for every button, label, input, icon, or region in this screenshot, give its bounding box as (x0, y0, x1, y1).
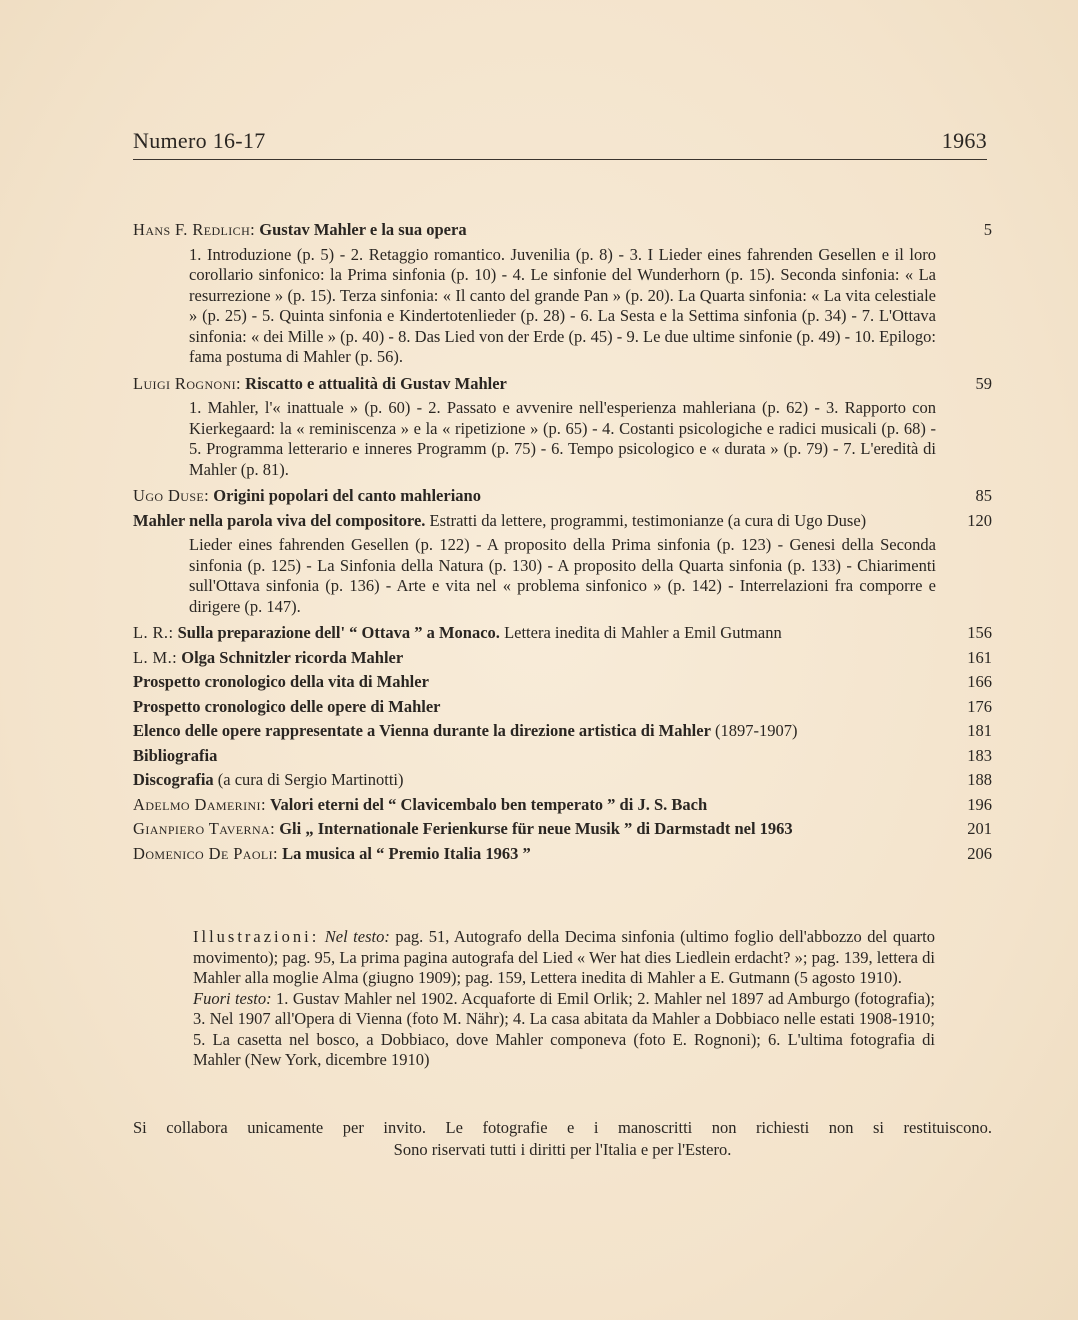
entry-title: Gli „ Internationale Ferienkurse für neue Musik ” di Darmstadt nel 1963 (279, 819, 793, 838)
author: Luigi Rognoni: (133, 373, 242, 393)
entry-title: Elenco delle opere rappresentate a Vienna durante la direzione artistica di Mahler (133, 721, 711, 740)
author: Ugo Duse: (133, 486, 210, 505)
author: Gianpiero Taverna: (133, 819, 276, 838)
entry-extra: (1897-1907) (715, 721, 798, 740)
header-rule (133, 159, 987, 160)
toc-entry (133, 486, 992, 507)
footer-line-1: Si collabora unicamente per invito. Le fotografie e i manoscritti non richiesti non si restituiscono. (133, 1118, 992, 1137)
issue-number: Numero 16-17 (133, 128, 266, 153)
entry-title: Valori eterni del “ Clavicembalo ben temperato ” di J. S. Bach (270, 794, 708, 814)
entry-extra: Lettera inedita di Mahler a Emil Gutmann (504, 623, 782, 642)
footer-notice (133, 1117, 992, 1161)
entry-title: Gustav Mahler e la sua opera (259, 220, 467, 239)
toc-entry (133, 648, 992, 669)
page-number: 206 (967, 843, 992, 863)
page-number: 85 (975, 486, 992, 505)
entry-title: Olga Schnitzler ricorda Mahler (181, 647, 404, 667)
entry-title: Discografia (133, 770, 214, 789)
in-text-list: pag. 51, Autografo della Decima sinfonia (ultimo foglio dell'abbozzo del quarto movimento); pag. 95, La prima pagina autografa del Lied « Wer hat dies Liedlein erdacht? »; pag. 139, lettera di Mahler alla moglie Alma (giugno 1909); pag. 159, Lettera inedita di Mahler a E. Gutmann (5 agosto 1910). (193, 927, 935, 987)
page-number: 201 (967, 819, 992, 838)
entry-title: Prospetto cronologico delle opere di Mahler (133, 696, 441, 716)
entry-title: Prospetto cronologico della vita di Mahler (133, 672, 429, 691)
entry-extra: (a cura di Sergio Martinotti) (217, 770, 404, 789)
in-text-label: Nel testo: (324, 927, 390, 946)
entry-detail: 1. Mahler, l'« inattuale » (p. 60) - 2. Passato e avvenire nell'esperienza mahleriana (p. 62) - 3. Rapporto con Kierkegaard: la « reminiscenza » e la « ripetizione » (p. 65) - 4. Costanti psicologiche e radici musicali (p. 68) - 5. Programma letterario e inneres Programm (p. 75) - 6. Tempo psicologico e « durata » (p. 79) - 7. L'eredità di Mahler (p. 81). (189, 398, 936, 479)
toc-entry (133, 697, 992, 718)
page-number: 156 (967, 623, 992, 642)
entry-title: Mahler nella parola viva del compositore. (133, 510, 426, 530)
issue-year: 1963 (941, 128, 987, 153)
illustrations-note (193, 927, 935, 1071)
page-number: 181 (967, 721, 992, 740)
page-number: 196 (967, 794, 992, 814)
page-number: 176 (967, 696, 992, 716)
page-number: 183 (967, 745, 992, 765)
toc-entry (133, 623, 992, 644)
toc-entry (133, 819, 992, 840)
entry-title: Origini popolari del canto mahleriano (213, 486, 481, 505)
entry-title: Sulla preparazione dell' “ Ottava ” a Monaco. (177, 623, 500, 642)
out-of-text-list: 1. Gustav Mahler nel 1902. Acquaforte di Emil Orlik; 2. Mahler nel 1897 ad Amburgo (fotografia); 3. Nel 1907 all'Opera di Vienna (foto M. Nähr); 4. La casa abitata da Mahler a Dobbiaco nelle estati 1908-1910; 5. La casetta nel bosco, a Dobbiaco, dove Mahler componeva (foto E. Rognoni); 6. L'ultima fotografia di Mahler (New York, dicembre 1910) (193, 988, 936, 1069)
page-number: 188 (967, 770, 992, 789)
author: L. R.: (133, 623, 174, 642)
author: Adelmo Damerini: (133, 794, 266, 814)
page-number: 161 (967, 647, 992, 667)
author: Domenico De Paoli: (133, 843, 279, 863)
toc-entry (133, 220, 992, 241)
toc-entry (133, 374, 992, 395)
illustrations-in-text (193, 927, 935, 989)
table-of-contents (133, 220, 992, 868)
page-number: 120 (967, 510, 992, 530)
footer-line-2: Sono riservati tutti i diritti per l'Italia e per l'Estero. (393, 1140, 732, 1159)
toc-entry (133, 795, 992, 816)
illustrations-label: Illustrazioni: (193, 927, 320, 946)
page-number: 59 (975, 373, 992, 393)
toc-entry (133, 770, 992, 791)
entry-title: La musica al “ Premio Italia 1963 ” (282, 843, 531, 863)
illustrations-out-of-text (193, 989, 935, 1071)
page-number: 166 (967, 672, 992, 691)
entry-detail: Lieder eines fahrenden Gesellen (p. 122) - A proposito della Prima sinfonia (p. 123) - Genesi della Seconda sinfonia (p. 125) - La Sinfonia della Natura (p. 130) - A proposito della Quarta sinfonia (p. 133) - Chiarimenti sull'Ottava sinfonia (p. 136) - Arte e vita nel « problema sinfonico » (p. 142) - Interrelazioni fra comporre e dirigere (p. 147). (189, 535, 936, 616)
toc-entry (133, 844, 992, 865)
toc-entry (133, 746, 992, 767)
out-of-text-label: Fuori testo: (193, 988, 272, 1008)
entry-detail: 1. Introduzione (p. 5) - 2. Retaggio romantico. Juvenilia (p. 8) - 3. I Lieder eines fahrenden Gesellen e il loro corollario sinfonico: la Prima sinfonia (p. 10) - 4. Le sinfonie del Wunderhorn (p. 15). Seconda sinfonia: « La resurrezione » (p. 15). Terza sinfonia: « Il canto del grande Pan » (p. 20). La Quarta sinfonia: « La vita celestiale » (p. 25) - 5. Quinta sinfonia e Kindertotenlieder (p. 28) - 6. La Sesta e la Settima sinfonia (p. 34) - 7. L'Ottava sinfonia: « dei Mille » (p. 40) - 8. Das Lied von der Erde (p. 45) - 9. Le due ultime sinfonie (p. 49) - 10. Epilogo: fama postuma di Mahler (p. 56). (189, 244, 936, 366)
toc-entry (133, 511, 992, 532)
page-header (133, 128, 987, 154)
entry-title: Riscatto e attualità di Gustav Mahler (245, 373, 507, 393)
toc-entry (133, 672, 992, 693)
page-number: 5 (983, 220, 992, 239)
entry-extra: Estratti da lettere, programmi, testimonianze (a cura di Ugo Duse) (429, 510, 867, 530)
toc-entry (133, 721, 992, 742)
author: L. M.: (133, 647, 178, 667)
author: Hans F. Redlich: (133, 220, 256, 239)
entry-title: Bibliografia (133, 745, 218, 765)
